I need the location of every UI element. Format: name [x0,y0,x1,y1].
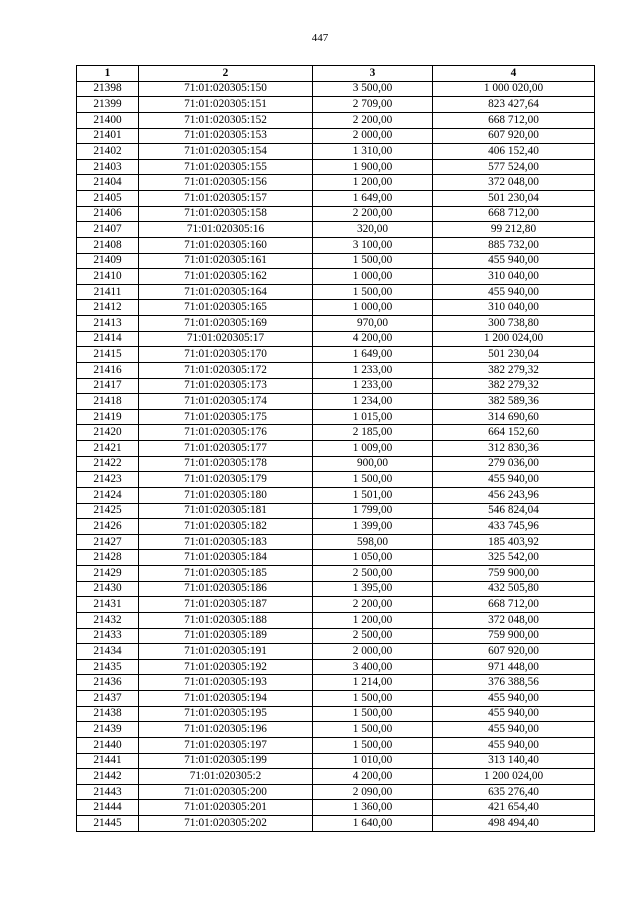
cadastral-number-cell: 71:01:020305:16 [139,222,313,238]
cadastral-value-cell: 99 212,80 [433,222,595,238]
cadastral-value-cell: 1 200 024,00 [433,331,595,347]
row-number-cell: 21398 [77,81,139,97]
cadastral-value-cell: 455 940,00 [433,737,595,753]
area-cell: 2 200,00 [313,206,433,222]
area-cell: 1 399,00 [313,519,433,535]
area-cell: 1 000,00 [313,300,433,316]
area-cell: 3 100,00 [313,237,433,253]
area-cell: 2 500,00 [313,566,433,582]
table-row [77,206,595,222]
area-cell: 1 050,00 [313,550,433,566]
area-cell: 1 649,00 [313,347,433,363]
cadastral-value-cell: 421 654,40 [433,800,595,816]
table-row [77,269,595,285]
cadastral-number-cell: 71:01:020305:197 [139,737,313,753]
area-cell: 1 233,00 [313,378,433,394]
table-row [77,519,595,535]
cadastral-value-cell: 498 494,40 [433,816,595,832]
row-number-cell: 21404 [77,175,139,191]
row-number-cell: 21423 [77,472,139,488]
row-number-cell: 21416 [77,362,139,378]
cadastral-number-cell: 71:01:020305:165 [139,300,313,316]
area-cell: 1 500,00 [313,472,433,488]
header-row [77,66,595,82]
table-row [77,331,595,347]
area-cell: 2 709,00 [313,97,433,113]
row-number-cell: 21433 [77,628,139,644]
area-cell: 1 500,00 [313,737,433,753]
row-number-cell: 21436 [77,675,139,691]
row-number-cell: 21429 [77,566,139,582]
cadastral-number-cell: 71:01:020305:182 [139,519,313,535]
area-cell: 1 395,00 [313,581,433,597]
row-number-cell: 21399 [77,97,139,113]
row-number-cell: 21402 [77,144,139,160]
cadastral-value-cell: 376 388,56 [433,675,595,691]
table-row [77,659,595,675]
cadastral-value-cell: 372 048,00 [433,612,595,628]
row-number-cell: 21418 [77,394,139,410]
cadastral-number-cell: 71:01:020305:194 [139,691,313,707]
row-number-cell: 21406 [77,206,139,222]
cadastral-number-cell: 71:01:020305:189 [139,628,313,644]
cadastral-number-cell: 71:01:020305:174 [139,394,313,410]
area-cell: 1 501,00 [313,487,433,503]
row-number-cell: 21412 [77,300,139,316]
row-number-cell: 21403 [77,159,139,175]
cadastral-value-cell: 501 230,04 [433,347,595,363]
area-cell: 1 200,00 [313,175,433,191]
area-cell: 598,00 [313,534,433,550]
cadastral-value-cell: 668 712,00 [433,597,595,613]
area-cell: 3 500,00 [313,81,433,97]
table-header [77,66,595,82]
cadastral-number-cell: 71:01:020305:175 [139,409,313,425]
row-number-cell: 21421 [77,441,139,457]
area-cell: 900,00 [313,456,433,472]
cadastral-number-cell: 71:01:020305:195 [139,706,313,722]
row-number-cell: 21437 [77,691,139,707]
cadastral-value-cell: 314 690,60 [433,409,595,425]
cadastral-number-cell: 71:01:020305:196 [139,722,313,738]
cadastral-value-cell: 433 745,96 [433,519,595,535]
table-row [77,784,595,800]
table-row [77,81,595,97]
table-row [77,144,595,160]
row-number-cell: 21411 [77,284,139,300]
cadastral-value-cell: 607 920,00 [433,644,595,660]
table-row [77,191,595,207]
cadastral-value-cell: 607 920,00 [433,128,595,144]
cadastral-number-cell: 71:01:020305:170 [139,347,313,363]
table-row [77,425,595,441]
area-cell: 970,00 [313,316,433,332]
row-number-cell: 21405 [77,191,139,207]
row-number-cell: 21422 [77,456,139,472]
area-cell: 1 799,00 [313,503,433,519]
table-row [77,597,595,613]
cadastral-value-cell: 455 940,00 [433,253,595,269]
table-row [77,816,595,832]
area-cell: 2 200,00 [313,112,433,128]
cadastral-number-cell: 71:01:020305:185 [139,566,313,582]
row-number-cell: 21420 [77,425,139,441]
row-number-cell: 21428 [77,550,139,566]
table-row [77,159,595,175]
cadastral-value-cell: 325 542,00 [433,550,595,566]
area-cell: 4 200,00 [313,769,433,785]
table-row [77,644,595,660]
area-cell: 1 015,00 [313,409,433,425]
table-row [77,97,595,113]
cadastral-value-cell: 382 279,32 [433,362,595,378]
cadastral-number-cell: 71:01:020305:183 [139,534,313,550]
cadastral-value-cell: 759 900,00 [433,566,595,582]
cadastral-number-cell: 71:01:020305:178 [139,456,313,472]
cadastral-value-cell: 455 940,00 [433,472,595,488]
cadastral-value-cell: 432 505,80 [433,581,595,597]
table-row [77,222,595,238]
table-row [77,347,595,363]
cadastral-number-cell: 71:01:020305:179 [139,472,313,488]
cadastral-value-cell: 312 830,36 [433,441,595,457]
cadastral-number-cell: 71:01:020305:17 [139,331,313,347]
cadastral-value-cell: 577 524,00 [433,159,595,175]
table-row [77,628,595,644]
cadastral-number-cell: 71:01:020305:202 [139,816,313,832]
cadastral-number-cell: 71:01:020305:172 [139,362,313,378]
cadastral-value-cell: 185 403,92 [433,534,595,550]
table-row [77,581,595,597]
row-number-cell: 21427 [77,534,139,550]
table-row [77,722,595,738]
area-cell: 1 500,00 [313,706,433,722]
table-row [77,253,595,269]
cadastral-value-cell: 501 230,04 [433,191,595,207]
table-row [77,769,595,785]
cadastral-value-cell: 885 732,00 [433,237,595,253]
table-row [77,441,595,457]
area-cell: 1 233,00 [313,362,433,378]
table-row [77,316,595,332]
row-number-cell: 21410 [77,269,139,285]
table-row [77,237,595,253]
cadastral-value-cell: 971 448,00 [433,659,595,675]
area-cell: 1 000,00 [313,269,433,285]
cadastral-value-cell: 668 712,00 [433,112,595,128]
cadastral-value-cell: 382 589,36 [433,394,595,410]
area-cell: 1 649,00 [313,191,433,207]
table-row [77,128,595,144]
row-number-cell: 21419 [77,409,139,425]
area-cell: 1 360,00 [313,800,433,816]
table-row [77,394,595,410]
cadastral-value-cell: 668 712,00 [433,206,595,222]
table-row [77,112,595,128]
cadastral-number-cell: 71:01:020305:201 [139,800,313,816]
row-number-cell: 21425 [77,503,139,519]
cadastral-number-cell: 71:01:020305:153 [139,128,313,144]
table-row [77,378,595,394]
table-row [77,284,595,300]
table-row [77,800,595,816]
row-number-cell: 21401 [77,128,139,144]
cadastral-value-cell: 310 040,00 [433,300,595,316]
row-number-cell: 21439 [77,722,139,738]
row-number-cell: 21417 [77,378,139,394]
cadastral-value-cell: 455 940,00 [433,722,595,738]
cadastral-number-cell: 71:01:020305:177 [139,441,313,457]
cadastral-number-cell: 71:01:020305:184 [139,550,313,566]
row-number-cell: 21438 [77,706,139,722]
row-number-cell: 21435 [77,659,139,675]
area-cell: 1 009,00 [313,441,433,457]
cadastral-number-cell: 71:01:020305:154 [139,144,313,160]
cadastral-number-cell: 71:01:020305:187 [139,597,313,613]
row-number-cell: 21424 [77,487,139,503]
cadastral-number-cell: 71:01:020305:186 [139,581,313,597]
row-number-cell: 21441 [77,753,139,769]
row-number-cell: 21413 [77,316,139,332]
area-cell: 2 185,00 [313,425,433,441]
table-row [77,550,595,566]
area-cell: 1 640,00 [313,816,433,832]
table-row [77,487,595,503]
table-row [77,175,595,191]
area-cell: 1 500,00 [313,722,433,738]
row-number-cell: 21445 [77,816,139,832]
column-header-4: 4 [433,66,595,82]
area-cell: 1 500,00 [313,253,433,269]
cadastral-value-cell: 382 279,32 [433,378,595,394]
table-row [77,362,595,378]
row-number-cell: 21431 [77,597,139,613]
cadastral-value-cell: 406 152,40 [433,144,595,160]
area-cell: 2 000,00 [313,128,433,144]
area-cell: 1 310,00 [313,144,433,160]
table-row [77,534,595,550]
cadastral-number-cell: 71:01:020305:181 [139,503,313,519]
cadastral-number-cell: 71:01:020305:169 [139,316,313,332]
cadastral-value-table [76,65,595,832]
table-row [77,737,595,753]
cadastral-value-cell: 1 000 020,00 [433,81,595,97]
cadastral-value-cell: 823 427,64 [433,97,595,113]
area-cell: 1 900,00 [313,159,433,175]
row-number-cell: 21415 [77,347,139,363]
cadastral-number-cell: 71:01:020305:199 [139,753,313,769]
cadastral-number-cell: 71:01:020305:158 [139,206,313,222]
cadastral-value-cell: 455 940,00 [433,706,595,722]
cadastral-number-cell: 71:01:020305:173 [139,378,313,394]
area-cell: 1 200,00 [313,612,433,628]
cadastral-value-cell: 759 900,00 [433,628,595,644]
row-number-cell: 21440 [77,737,139,753]
area-cell: 1 500,00 [313,691,433,707]
table-row [77,566,595,582]
cadastral-value-cell: 455 940,00 [433,691,595,707]
cadastral-number-cell: 71:01:020305:192 [139,659,313,675]
cadastral-value-cell: 664 152,60 [433,425,595,441]
table-row [77,753,595,769]
cadastral-number-cell: 71:01:020305:162 [139,269,313,285]
cadastral-number-cell: 71:01:020305:180 [139,487,313,503]
row-number-cell: 21408 [77,237,139,253]
cadastral-number-cell: 71:01:020305:188 [139,612,313,628]
cadastral-value-cell: 300 738,80 [433,316,595,332]
table-row [77,456,595,472]
cadastral-number-cell: 71:01:020305:150 [139,81,313,97]
row-number-cell: 21426 [77,519,139,535]
cadastral-number-cell: 71:01:020305:152 [139,112,313,128]
page-number: 447 [311,32,329,44]
cadastral-number-cell: 71:01:020305:164 [139,284,313,300]
table-row [77,691,595,707]
area-cell: 1 500,00 [313,284,433,300]
row-number-cell: 21444 [77,800,139,816]
area-cell: 2 500,00 [313,628,433,644]
area-cell: 320,00 [313,222,433,238]
area-cell: 4 200,00 [313,331,433,347]
area-cell: 2 000,00 [313,644,433,660]
cadastral-number-cell: 71:01:020305:156 [139,175,313,191]
cadastral-number-cell: 71:01:020305:151 [139,97,313,113]
cadastral-value-cell: 546 824,04 [433,503,595,519]
table-row [77,409,595,425]
table-row [77,675,595,691]
row-number-cell: 21400 [77,112,139,128]
table-row [77,472,595,488]
cadastral-number-cell: 71:01:020305:157 [139,191,313,207]
area-cell: 1 234,00 [313,394,433,410]
table-row [77,612,595,628]
area-cell: 1 010,00 [313,753,433,769]
cadastral-number-cell: 71:01:020305:191 [139,644,313,660]
area-cell: 2 090,00 [313,784,433,800]
table-body [77,81,595,831]
row-number-cell: 21407 [77,222,139,238]
cadastral-value-cell: 1 200 024,00 [433,769,595,785]
area-cell: 3 400,00 [313,659,433,675]
row-number-cell: 21442 [77,769,139,785]
column-header-1: 1 [77,66,139,82]
table-row [77,706,595,722]
cadastral-value-cell: 310 040,00 [433,269,595,285]
cadastral-value-cell: 456 243,96 [433,487,595,503]
area-cell: 1 214,00 [313,675,433,691]
area-cell: 2 200,00 [313,597,433,613]
cadastral-value-cell: 279 036,00 [433,456,595,472]
cadastral-number-cell: 71:01:020305:193 [139,675,313,691]
cadastral-value-cell: 635 276,40 [433,784,595,800]
cadastral-number-cell: 71:01:020305:2 [139,769,313,785]
column-header-3: 3 [313,66,433,82]
cadastral-number-cell: 71:01:020305:155 [139,159,313,175]
row-number-cell: 21414 [77,331,139,347]
table-row [77,300,595,316]
cadastral-value-cell: 455 940,00 [433,284,595,300]
cadastral-number-cell: 71:01:020305:176 [139,425,313,441]
cadastral-number-cell: 71:01:020305:160 [139,237,313,253]
row-number-cell: 21443 [77,784,139,800]
cadastral-value-cell: 313 140,40 [433,753,595,769]
cadastral-value-cell: 372 048,00 [433,175,595,191]
table-row [77,503,595,519]
cadastral-number-cell: 71:01:020305:161 [139,253,313,269]
column-header-2: 2 [139,66,313,82]
cadastral-number-cell: 71:01:020305:200 [139,784,313,800]
row-number-cell: 21409 [77,253,139,269]
row-number-cell: 21432 [77,612,139,628]
row-number-cell: 21430 [77,581,139,597]
row-number-cell: 21434 [77,644,139,660]
